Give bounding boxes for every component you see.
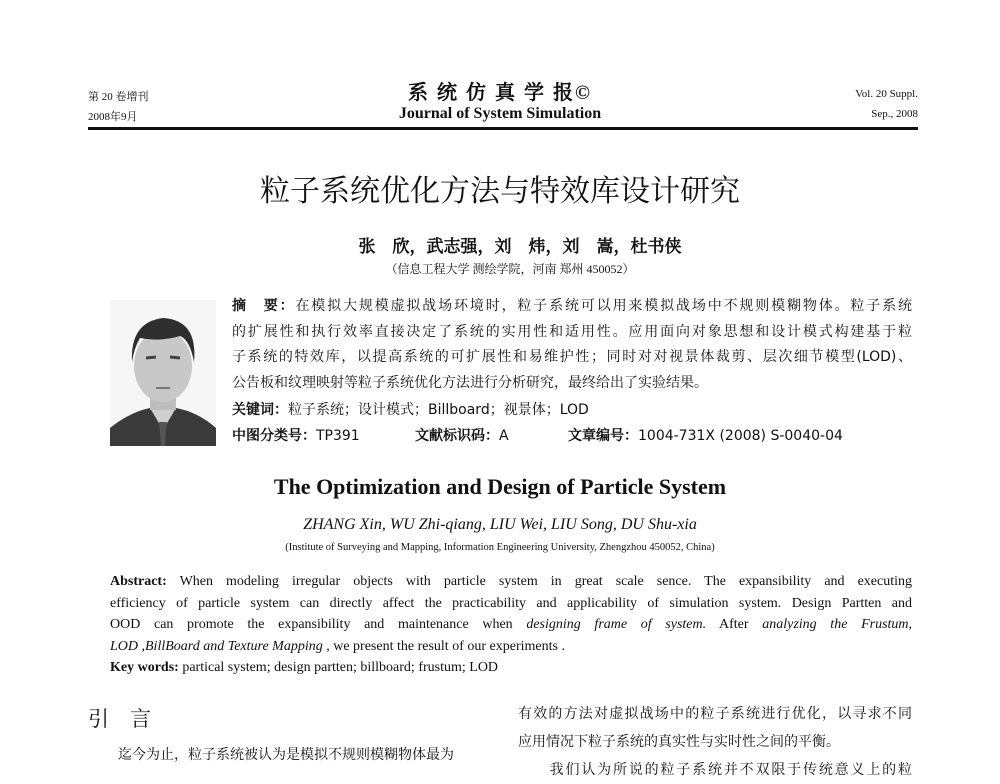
keywords-cn: 粒子系统；设计模式；Billboard；视景体；LOD (288, 402, 589, 418)
journal-title-en: Journal of System Simulation (398, 105, 602, 122)
abstract-cn-line: 子系统的特效库，以提高系统的可扩展性和易维护性；同时对对视景体裁剪、层次细节模型(LOD)、 (232, 349, 912, 365)
abstract-en (110, 571, 912, 679)
author-photo (110, 300, 216, 446)
authors-en: ZHANG Xin, WU Zhi-qiang, LIU Wei, LIU Song, DU Shu-xia (303, 516, 697, 533)
intro-right-line: 有效的方法对虚拟战场中的粒子系统进行优化，以寻求不同 (518, 706, 912, 722)
article-no-value: 1004-731X (2008) S-0040-04 (638, 427, 843, 444)
paper-title-en: The Optimization and Design of Particle System (273, 474, 727, 499)
header-rule (88, 127, 918, 130)
affiliation-en: (Institute of Surveying and Mapping, Information Engineering University, Zhengzhou 450052, China) (285, 542, 715, 553)
section-heading-intro: 引 言 (88, 707, 151, 731)
keywords-cn-label: 关键词： (232, 402, 288, 418)
abstract-cn (232, 294, 912, 450)
abstract-en-label: Abstract: (110, 574, 167, 589)
volume-en: Vol. 20 Suppl. (855, 88, 918, 100)
abstract-cn-label: 摘 要： (232, 298, 296, 314)
doc-code-label: 文献标识码： (415, 427, 499, 444)
abstract-cn-line: 在模拟大规模虚拟战场环境时，粒子系统可以用来模拟战场中不规则模糊物体。粒子系统 (295, 298, 912, 314)
intro-right-line: 我们认为所说的粒子系统并不双限于传统意义上的粒 (518, 762, 912, 778)
abstract-cn-line: 公告板和纹理映射等粒子系统优化方法进行分析研究，最终给出了实验结果。 (232, 374, 708, 391)
intro-right-line: 应用情况下粒子系统的真实性与实时性之间的平衡。 (518, 734, 840, 750)
doc-code-value: A (499, 427, 509, 444)
keywords-en-label: Key words: (110, 660, 179, 675)
volume-cn: 第 20 卷增刊 (88, 91, 149, 103)
abstract-en-line: OOD can promote the expansibility and maintenance when designing frame of system. After analyzing the Frustum, (110, 617, 912, 632)
keywords-en: partical system; design partten; billboard; frustum; LOD (182, 660, 499, 675)
clc-value: TP391 (316, 427, 360, 444)
intro-left-line: 迄今为止，粒子系统被认为是模拟不规则模糊物体最为 (118, 747, 454, 763)
abstract-en-line: When modeling irregular objects with particle system in great scale sence. The expansibility and executing (179, 574, 912, 589)
affiliation-cn: （信息工程大学 测绘学院，河南 郑州 450052） (385, 262, 635, 276)
abstract-cn-line: 的扩展性和执行效率直接决定了系统的实用性和适用性。应用面向对象思想和设计模式构建基于粒 (232, 323, 912, 340)
date-en: Sep., 2008 (871, 108, 918, 120)
clc-label: 中图分类号： (232, 427, 316, 444)
abstract-en-line: LOD ,BillBoard and Texture Mapping , we present the result of our experiments . (110, 638, 565, 654)
abstract-en-line: efficiency of particle system can directly affect the practicability and applicability of simulation system. Design Partten and (110, 595, 912, 611)
intro-right-column (518, 700, 912, 784)
article-no-label: 文章编号： (568, 427, 638, 444)
paper-title-cn: 粒子系统优化方法与特效库设计研究 (260, 174, 740, 209)
journal-title-cn: 系 统 仿 真 学 报© (408, 82, 592, 104)
date-cn: 2008年9月 (88, 111, 138, 123)
authors-cn: 张 欣，武志强，刘 炜，刘 嵩，杜书侠 (358, 237, 682, 256)
